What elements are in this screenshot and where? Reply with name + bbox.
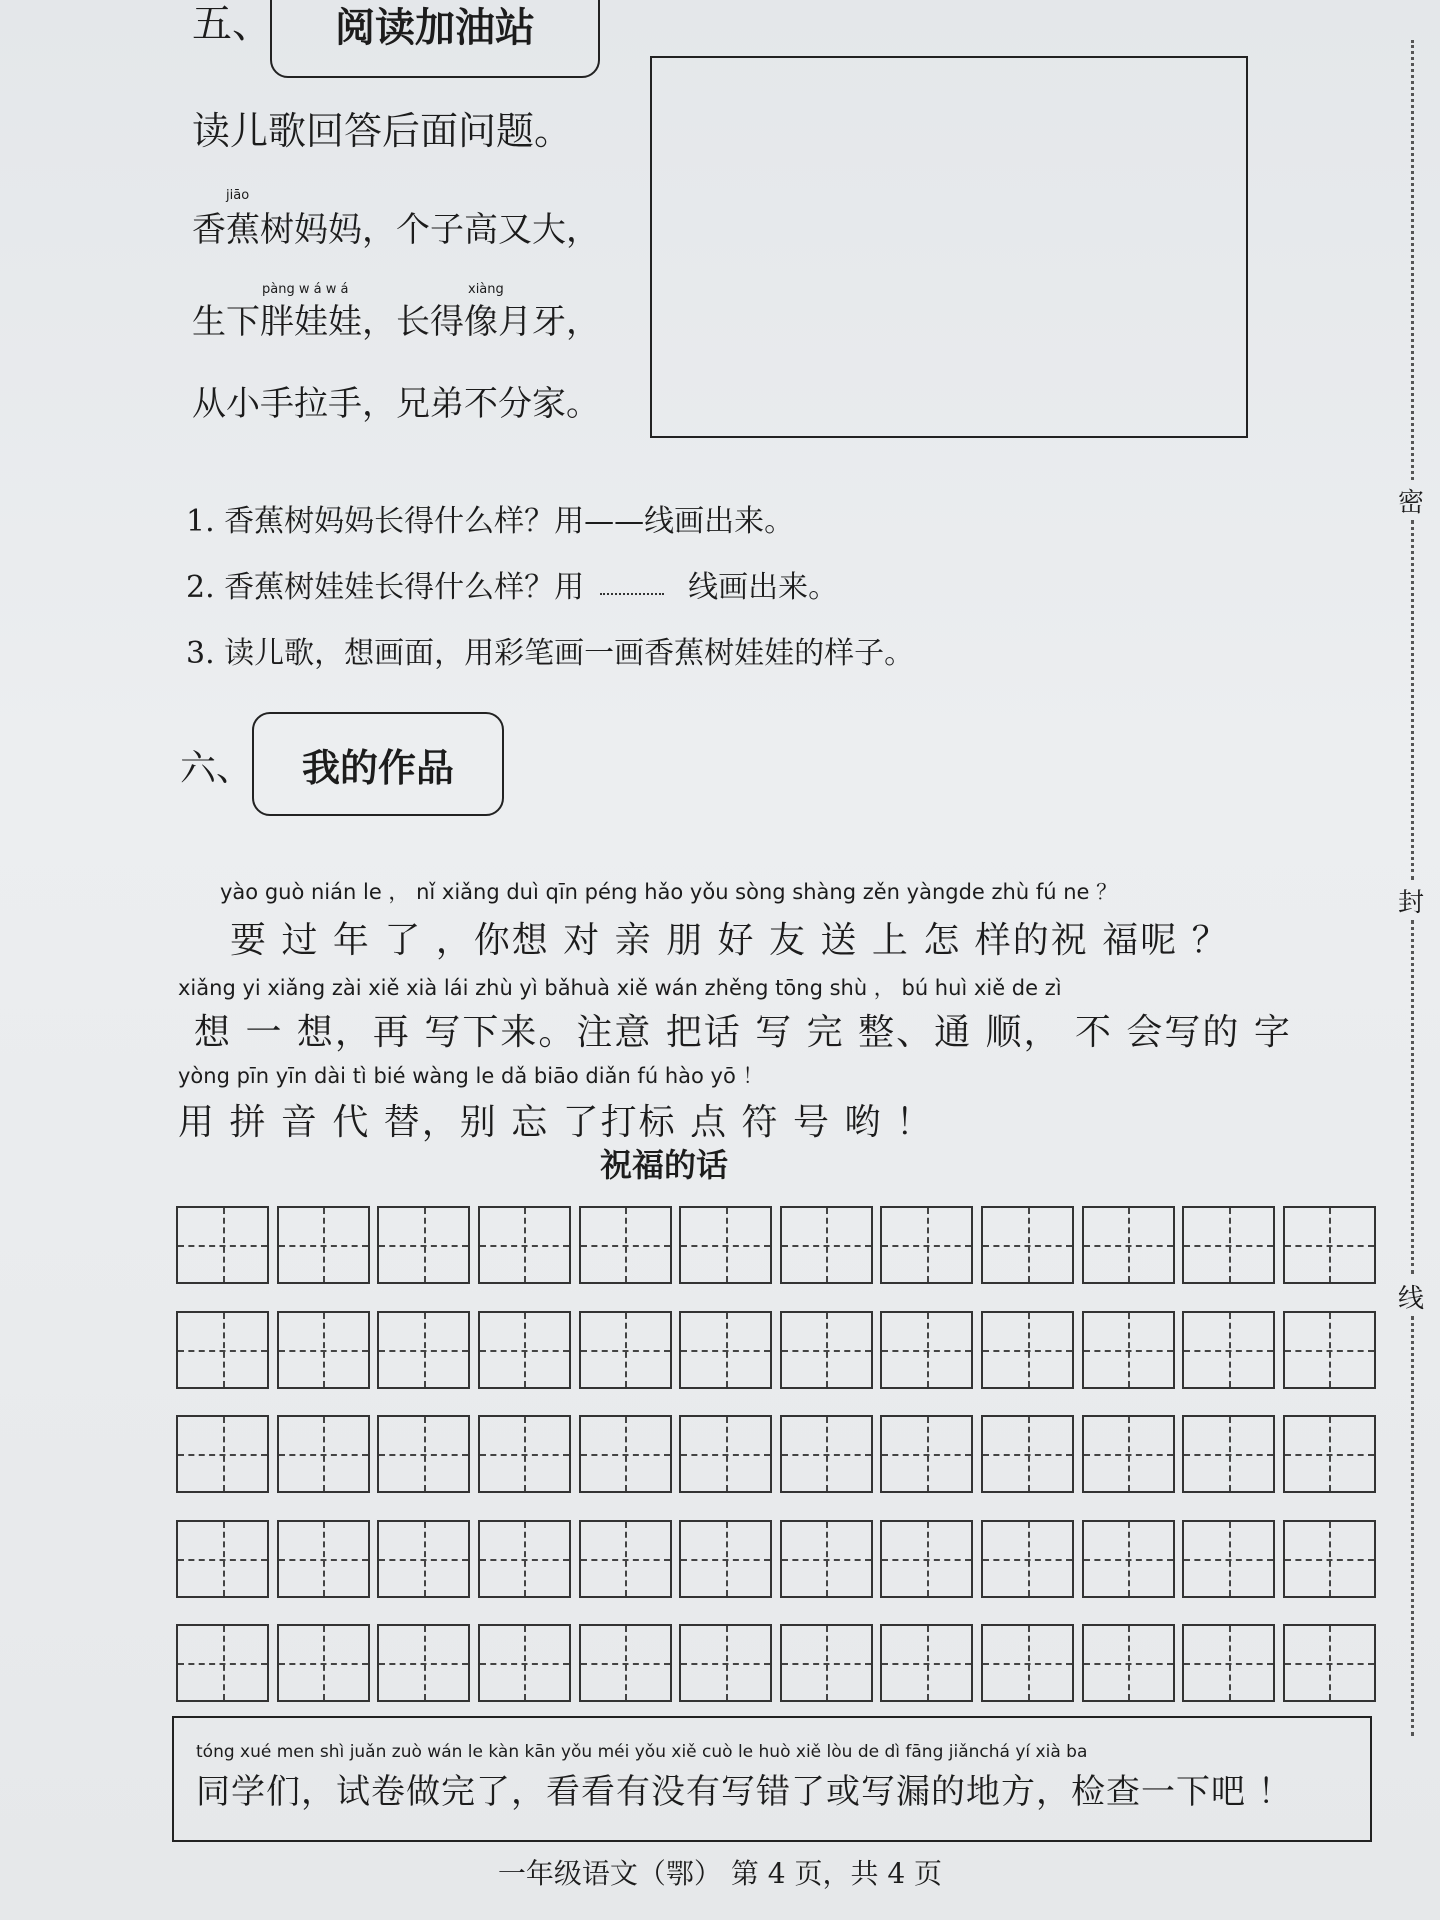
grid-row-2	[176, 1311, 1376, 1393]
prompt-pinyin-1: yào guò nián le ， nǐ xiǎng duì qīn péng hǎo yǒu sòng shàng zěn yàngde zhù fú ne ？	[220, 880, 1118, 904]
question-2-suffix: 线画出来。	[688, 570, 839, 605]
grid-cell[interactable]	[478, 1415, 571, 1493]
grid-cell[interactable]	[377, 1415, 470, 1493]
closing-text: 同学们，试卷做完了，看看有没有写错了或写漏的地方，检查一下吧 ！	[196, 1772, 1293, 1812]
binding-dotted-line	[1411, 1316, 1414, 1736]
grid-cell[interactable]	[780, 1206, 873, 1284]
poem-line-3: 从小手拉手，兄弟不分家。	[192, 384, 600, 424]
grid-cell[interactable]	[981, 1415, 1074, 1493]
grid-cell[interactable]	[679, 1311, 772, 1389]
section-6-title: 我的作品	[301, 745, 454, 790]
grid-cell[interactable]	[880, 1206, 973, 1284]
grid-row-5	[176, 1624, 1376, 1706]
grid-cell[interactable]	[1182, 1311, 1275, 1389]
grid-cell[interactable]	[377, 1520, 470, 1598]
binding-dotted-line	[1411, 520, 1414, 880]
prompt-text-3: 用 拼 音 代 替，别 忘 了打标 点 符 号 哟 ！	[178, 1102, 934, 1143]
grid-cell[interactable]	[377, 1206, 470, 1284]
grid-cell[interactable]	[780, 1624, 873, 1702]
binding-dotted-line	[1411, 40, 1414, 480]
grid-cell[interactable]	[176, 1624, 269, 1702]
binding-mi: 密	[1398, 488, 1425, 518]
wavy-line-mark	[600, 583, 664, 595]
grid-cell[interactable]	[679, 1520, 772, 1598]
binding-dotted-line	[1411, 920, 1414, 1274]
grid-cell[interactable]	[579, 1206, 672, 1284]
grid-row-3	[176, 1415, 1376, 1497]
grid-cell[interactable]	[1182, 1520, 1275, 1598]
grid-cell[interactable]	[981, 1624, 1074, 1702]
prompt-text-2: 想 一 想，再 写下来。注意 把话 写 完 整、通 顺， 不 会写的 字	[194, 1012, 1292, 1053]
section-5-title-box	[270, 0, 600, 78]
grid-cell[interactable]	[277, 1311, 370, 1389]
grid-cell[interactable]	[176, 1520, 269, 1598]
poem-line-2: 生下胖娃娃，长得像月牙，	[192, 302, 600, 342]
grid-cell[interactable]	[1283, 1311, 1376, 1389]
grid-cell[interactable]	[579, 1520, 672, 1598]
section-5-instruction: 读儿歌回答后面问题。	[192, 109, 573, 153]
grid-cell[interactable]	[176, 1206, 269, 1284]
grid-cell[interactable]	[679, 1415, 772, 1493]
prompt-pinyin-2: xiǎng yi xiǎng zài xiě xià lái zhù yì bǎhuà xiě wán zhěng tōng shù ， bú huì xiě de zì	[178, 976, 1062, 1000]
grid-cell[interactable]	[478, 1520, 571, 1598]
grid-row-1	[176, 1206, 1376, 1288]
pinyin-pangwawa: pàng w á w á	[262, 282, 349, 297]
grid-cell[interactable]	[478, 1311, 571, 1389]
grid-cell[interactable]	[1082, 1311, 1175, 1389]
grid-cell[interactable]	[1283, 1520, 1376, 1598]
grid-cell[interactable]	[1182, 1206, 1275, 1284]
question-2-prefix: 2. 香蕉树娃娃长得什么样？用	[186, 570, 585, 605]
grid-cell[interactable]	[277, 1206, 370, 1284]
poem-line-1: 香蕉树妈妈，个子高又大，	[192, 210, 600, 250]
binding-xian: 线	[1398, 1284, 1425, 1314]
question-1: 1. 香蕉树妈妈长得什么样？用——线画出来。	[186, 504, 795, 539]
grid-cell[interactable]	[679, 1206, 772, 1284]
grid-cell[interactable]	[1082, 1624, 1175, 1702]
grid-cell[interactable]	[880, 1311, 973, 1389]
grid-cell[interactable]	[377, 1624, 470, 1702]
grid-cell[interactable]	[880, 1415, 973, 1493]
grid-cell[interactable]	[1082, 1415, 1175, 1493]
grid-cell[interactable]	[1283, 1206, 1376, 1284]
grid-cell[interactable]	[780, 1520, 873, 1598]
grid-cell[interactable]	[880, 1624, 973, 1702]
prompt-text-1: 要 过 年 了 ，你想 对 亲 朋 好 友 送 上 怎 样的祝 福呢 ？	[230, 920, 1230, 961]
pinyin-jiao: jiāo	[226, 188, 250, 203]
grid-cell[interactable]	[981, 1311, 1074, 1389]
grid-title: 祝福的话	[600, 1146, 729, 1184]
grid-cell[interactable]	[1283, 1415, 1376, 1493]
section-5-number: 五、	[192, 1, 272, 47]
grid-cell[interactable]	[981, 1206, 1074, 1284]
grid-cell[interactable]	[277, 1520, 370, 1598]
grid-cell[interactable]	[880, 1520, 973, 1598]
page-footer: 一年级语文（鄂） 第 4 页，共 4 页	[497, 1857, 943, 1890]
grid-cell[interactable]	[1182, 1624, 1275, 1702]
grid-cell[interactable]	[780, 1415, 873, 1493]
grid-cell[interactable]	[1182, 1415, 1275, 1493]
grid-cell[interactable]	[579, 1311, 672, 1389]
question-2	[186, 562, 838, 606]
pinyin-xiang: xiàng	[468, 282, 504, 297]
binding-feng: 封	[1398, 888, 1425, 918]
grid-cell[interactable]	[277, 1624, 370, 1702]
grid-row-4	[176, 1520, 1376, 1602]
grid-cell[interactable]	[1283, 1624, 1376, 1702]
grid-cell[interactable]	[579, 1415, 672, 1493]
grid-cell[interactable]	[176, 1415, 269, 1493]
section-6-number: 六、	[180, 748, 253, 789]
grid-cell[interactable]	[478, 1206, 571, 1284]
grid-cell[interactable]	[579, 1624, 672, 1702]
grid-cell[interactable]	[1082, 1206, 1175, 1284]
grid-cell[interactable]	[478, 1624, 571, 1702]
section-6-title-box	[252, 712, 504, 816]
grid-cell[interactable]	[377, 1311, 470, 1389]
closing-pinyin: tóng xué men shì juǎn zuò wán le kàn kān yǒu méi yǒu xiě cuò le huò xiě lòu de dì fāng jiǎnchá yí xià ba	[196, 1742, 1088, 1762]
grid-cell[interactable]	[176, 1311, 269, 1389]
grid-cell[interactable]	[981, 1520, 1074, 1598]
grid-cell[interactable]	[1082, 1520, 1175, 1598]
drawing-box[interactable]	[650, 56, 1248, 438]
prompt-pinyin-3: yòng pīn yīn dài tì bié wàng le dǎ biāo diǎn fú hào yō ！	[178, 1064, 764, 1088]
question-3: 3. 读儿歌，想画面，用彩笔画一画香蕉树娃娃的样子。	[186, 636, 915, 671]
section-5-title: 阅读加油站	[335, 4, 535, 51]
grid-cell[interactable]	[277, 1415, 370, 1493]
grid-cell[interactable]	[679, 1624, 772, 1702]
grid-cell[interactable]	[780, 1311, 873, 1389]
